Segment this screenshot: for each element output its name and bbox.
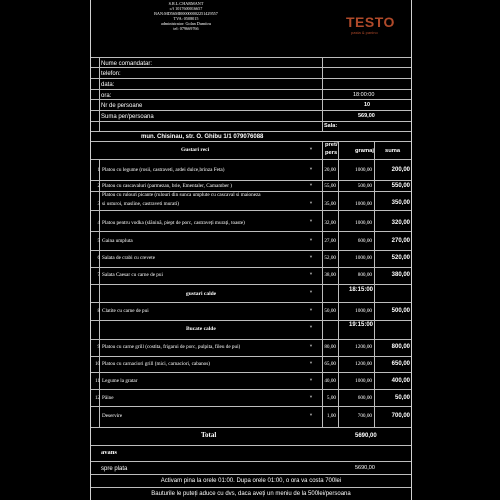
spre-plata-value: 5690,00 bbox=[355, 465, 375, 471]
item-sum: 200,00 bbox=[391, 167, 410, 173]
item-grams: 1000,00 bbox=[355, 308, 372, 314]
row-number: 12 bbox=[95, 396, 100, 401]
hot-serving-time: 18:15:00 bbox=[349, 287, 374, 293]
main-serving-time: 19:15:00 bbox=[349, 322, 374, 328]
dropdown-arrow-icon[interactable]: ▼ bbox=[309, 166, 313, 171]
item-name: Platou cu rulouri picante (rulouri din sunca umplute cu cascaval si maioneza bbox=[102, 192, 261, 198]
col-grams: gramaj bbox=[355, 148, 375, 154]
avans-label: avans bbox=[101, 449, 117, 456]
testo-logo: TESTO bbox=[346, 14, 395, 30]
row-number: 4 bbox=[97, 221, 100, 226]
item-price: 40,00 bbox=[324, 378, 336, 384]
footer-note-drinks: Bauturile le puteți aduce cu dvs, daca aveți un meniu de la 500lei/persoana bbox=[151, 491, 351, 497]
item-name: Platou pentru vodka (slănină, piept de porc, castraveți murați, toaste) bbox=[102, 220, 245, 226]
company-line: BAN:MD56MI000000002251429557 bbox=[154, 11, 218, 16]
dropdown-arrow-icon[interactable]: ▼ bbox=[309, 360, 313, 365]
dropdown-arrow-icon[interactable]: ▼ bbox=[309, 307, 313, 312]
dropdown-arrow-icon[interactable]: ▼ bbox=[309, 182, 313, 187]
row-number: 3 bbox=[97, 202, 100, 207]
col-sum: suma bbox=[385, 148, 401, 154]
dropdown-arrow-icon[interactable]: ▼ bbox=[309, 271, 313, 276]
time-value: 18:00:00 bbox=[353, 92, 375, 98]
row-number: 7 bbox=[97, 273, 100, 278]
item-sum: 800,00 bbox=[391, 344, 410, 350]
row-number: 5 bbox=[97, 239, 100, 244]
item-grams: 800,00 bbox=[357, 272, 372, 278]
item-grams: 700,00 bbox=[357, 413, 372, 419]
item-name: Deservire bbox=[102, 413, 123, 419]
row-number: 10 bbox=[95, 362, 100, 367]
item-price: 65,00 bbox=[324, 361, 336, 367]
dropdown-arrow-icon[interactable]: ▼ bbox=[309, 200, 313, 205]
time-label: ora: bbox=[101, 93, 112, 99]
item-price: 80,00 bbox=[324, 344, 336, 350]
item-price: 50,00 bbox=[324, 308, 336, 314]
footer-note-hours: Activam pina la orele 01:00. Dupa orele 01:00, o ora va costa 700lei bbox=[160, 478, 342, 484]
item-price: 20,00 bbox=[324, 167, 336, 173]
item-grams: 600,00 bbox=[357, 395, 372, 401]
item-sum: 500,00 bbox=[391, 308, 410, 314]
dropdown-arrow-icon[interactable]: ▼ bbox=[309, 324, 313, 329]
per-person-label: Suma per/persoana bbox=[101, 114, 154, 120]
item-name: Salata Caesar cu carne de pui bbox=[102, 272, 163, 278]
item-sum: 350,00 bbox=[391, 200, 410, 206]
total-value: 5690,00 bbox=[355, 433, 377, 439]
item-name: Legume la gratar bbox=[102, 378, 138, 384]
dropdown-arrow-icon[interactable]: ▼ bbox=[309, 343, 313, 348]
company-line: tel: 079669766 bbox=[173, 26, 199, 31]
persons-label: Nr de persoane bbox=[101, 103, 143, 109]
testo-logo-subtitle: pasta & panino bbox=[351, 30, 378, 35]
item-price: 1,00 bbox=[326, 413, 336, 419]
item-sum: 270,00 bbox=[391, 238, 410, 244]
dropdown-arrow-icon[interactable]: ▼ bbox=[309, 146, 313, 151]
customer-name-label: Nume comandatar: bbox=[101, 61, 153, 67]
col-per-person: pers bbox=[325, 150, 338, 156]
company-line: administrator: Golan Dumitru bbox=[160, 21, 211, 26]
item-sum: 520,00 bbox=[391, 255, 410, 261]
item-price: 32,00 bbox=[324, 220, 336, 226]
item-sum: 550,00 bbox=[391, 183, 410, 189]
item-grams: 1000,00 bbox=[355, 201, 372, 207]
item-name: Gaina umpluta bbox=[102, 238, 133, 244]
persons-value: 10 bbox=[364, 102, 371, 108]
dropdown-arrow-icon[interactable]: ▼ bbox=[309, 394, 313, 399]
row-number: 9 bbox=[97, 345, 100, 350]
item-price: 55,00 bbox=[324, 183, 336, 189]
item-price: 5,00 bbox=[326, 395, 336, 401]
item-grams: 1000,00 bbox=[355, 378, 372, 384]
item-name: Platou cu carne grill (costita, frigarui de porc, pulpita, fileu de pui) bbox=[102, 344, 241, 350]
dropdown-arrow-icon[interactable]: ▼ bbox=[309, 218, 313, 223]
item-name-continued: si usturoi, masline, castraveti murati) bbox=[102, 201, 179, 207]
item-price: 38,00 bbox=[324, 272, 336, 278]
item-name: Salata de crabi cu crevete bbox=[102, 255, 155, 261]
company-line: TVA: 0508015 bbox=[173, 16, 199, 21]
item-grams: 500,00 bbox=[357, 183, 372, 189]
col-price: pret/ bbox=[325, 142, 338, 148]
company-line: c/f 1017600016657 bbox=[169, 6, 203, 11]
spre-plata-label: spre plata bbox=[101, 466, 128, 472]
date-label: data: bbox=[101, 82, 115, 88]
row-number: 6 bbox=[97, 256, 100, 261]
per-person-value: 569,00 bbox=[358, 113, 375, 119]
dropdown-arrow-icon[interactable]: ▼ bbox=[309, 377, 313, 382]
total-label: Total bbox=[201, 431, 217, 439]
item-grams: 600,00 bbox=[357, 238, 372, 244]
row-number: 11 bbox=[95, 379, 100, 384]
sala-label: Sala: bbox=[324, 123, 338, 129]
item-grams: 1200,00 bbox=[355, 344, 372, 350]
item-name: Pâine bbox=[102, 395, 114, 401]
order-sheet bbox=[90, 0, 412, 500]
dropdown-arrow-icon[interactable]: ▼ bbox=[309, 237, 313, 242]
dropdown-arrow-icon[interactable]: ▼ bbox=[309, 412, 313, 417]
item-name: Platou cu legume (rosii, castraveti, ardei dulce,brinza Feta) bbox=[102, 167, 225, 173]
row-number: 1 bbox=[97, 168, 100, 173]
item-price: 52,00 bbox=[324, 255, 336, 261]
item-sum: 320,00 bbox=[391, 220, 410, 226]
item-sum: 380,00 bbox=[391, 272, 410, 278]
row-number: 8 bbox=[97, 309, 100, 314]
item-name: Clatite cu carne de pui bbox=[102, 308, 149, 314]
dropdown-arrow-icon[interactable]: ▼ bbox=[309, 289, 313, 294]
item-price: 27,00 bbox=[324, 238, 336, 244]
item-sum: 50,00 bbox=[394, 395, 410, 401]
section-main: Bucate calde bbox=[186, 326, 216, 332]
item-grams: 1000,00 bbox=[355, 220, 372, 226]
section-hot: gustari calde bbox=[186, 291, 217, 297]
item-price: 35,00 bbox=[324, 201, 336, 207]
item-name: Platou cu cascavaluri (parmezan, brie, Ementaler, Camamber ) bbox=[102, 183, 232, 189]
dropdown-arrow-icon[interactable]: ▼ bbox=[309, 254, 313, 259]
phone-label: telefon: bbox=[101, 71, 121, 77]
item-sum: 400,00 bbox=[391, 378, 410, 384]
item-sum: 700,00 bbox=[391, 413, 410, 419]
item-grams: 1000,00 bbox=[355, 255, 372, 261]
address: mun. Chisinau, str. O. Ghibu 1/1 079076088 bbox=[141, 134, 264, 140]
section-cold: Gustari reci bbox=[181, 147, 210, 153]
item-sum: 650,00 bbox=[391, 361, 410, 367]
company-line: S.R.L.CHARMANT bbox=[168, 1, 204, 6]
row-number: 2 bbox=[97, 184, 100, 189]
item-name: Platou cu carnaciori grill (mici, carnaciori, cabanos) bbox=[102, 361, 211, 367]
item-grams: 1200,00 bbox=[355, 361, 372, 367]
item-grams: 1000,00 bbox=[355, 167, 372, 173]
